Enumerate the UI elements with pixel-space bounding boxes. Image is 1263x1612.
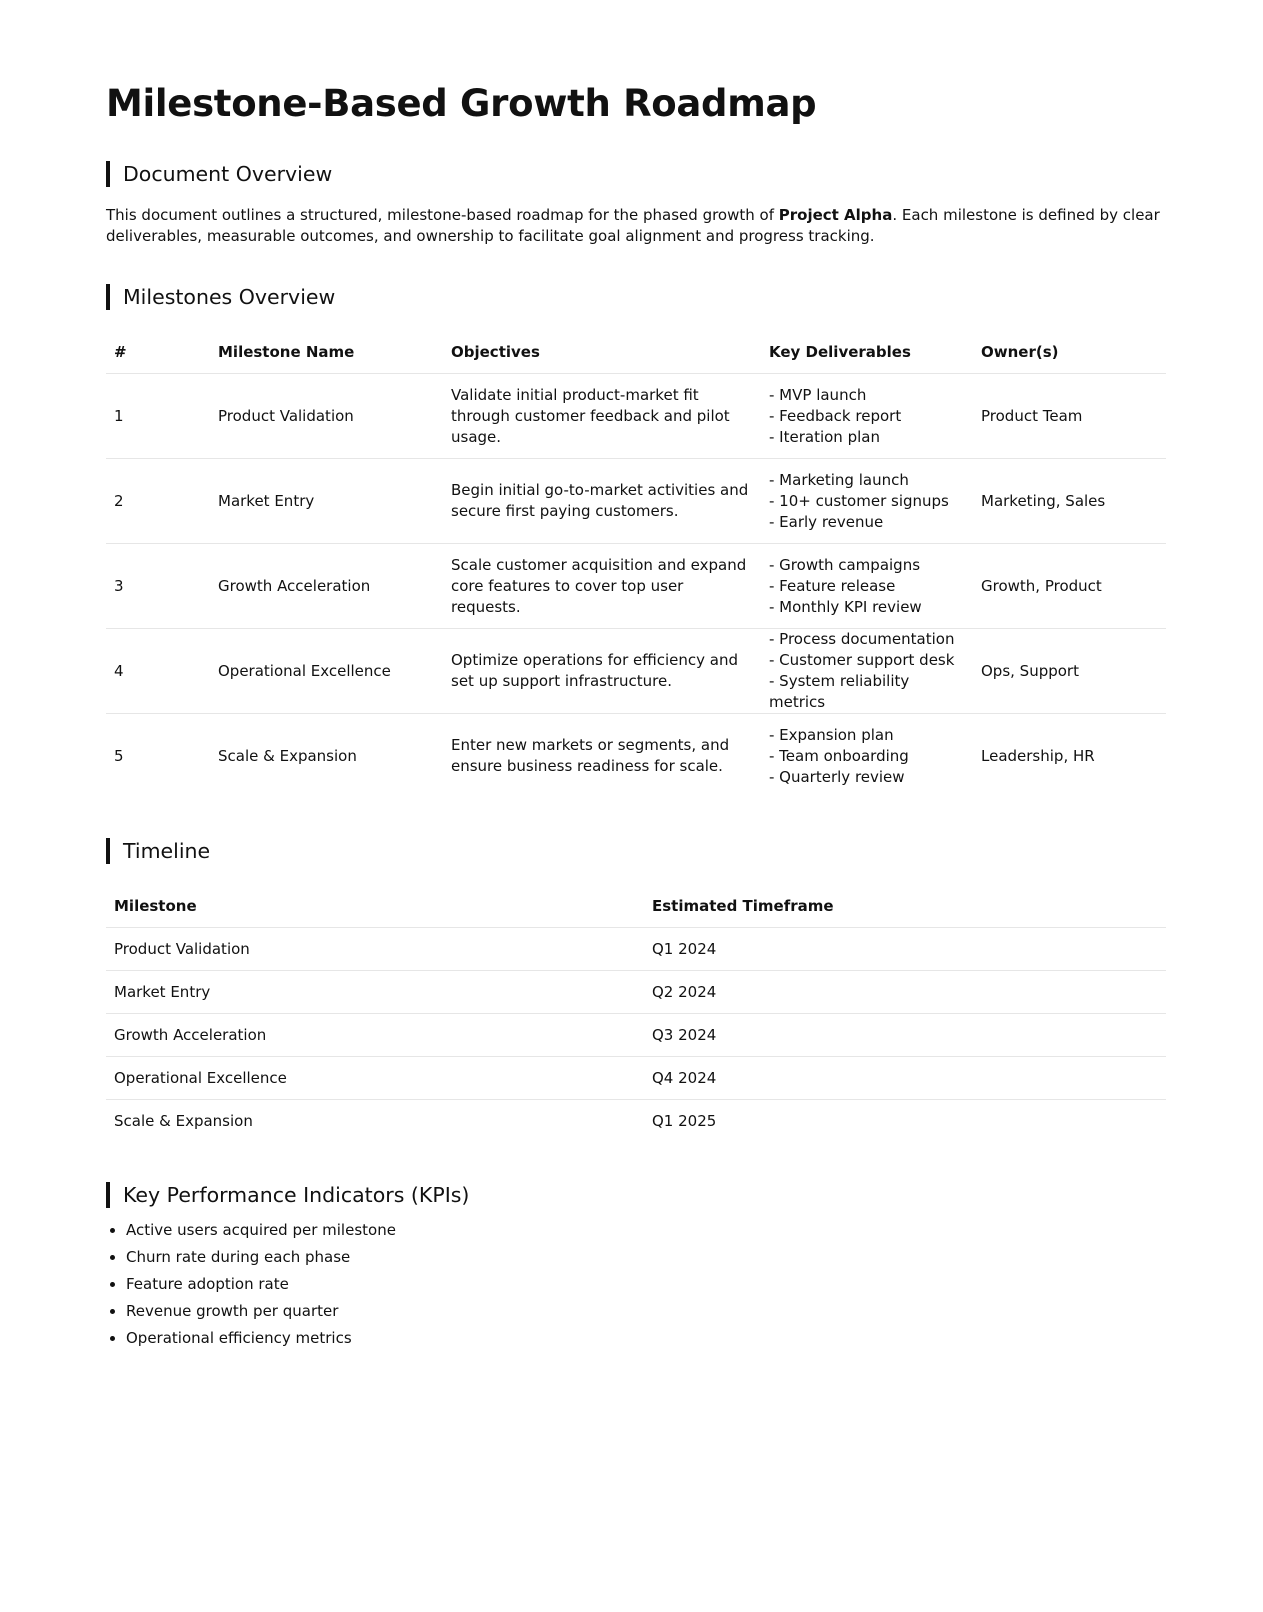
milestone-name: Product Validation bbox=[210, 374, 443, 459]
timeline-table bbox=[106, 885, 1166, 1142]
milestone-owners: Product Team bbox=[973, 374, 1166, 459]
column-header-objectives: Objectives bbox=[443, 331, 761, 374]
overview-text-start: This document outlines a structured, milestone-based roadmap for the phased growth of bbox=[106, 206, 779, 224]
table-row bbox=[106, 1057, 1166, 1100]
column-header-number: # bbox=[106, 331, 210, 374]
column-header-milestone-name: Milestone Name bbox=[210, 331, 443, 374]
section-heading-milestones: Milestones Overview bbox=[106, 284, 1166, 310]
milestone-objective: Optimize operations for efficiency and set up support infrastructure. bbox=[443, 629, 761, 714]
table-row bbox=[106, 459, 1166, 544]
milestone-owners: Marketing, Sales bbox=[973, 459, 1166, 544]
milestones-table bbox=[106, 331, 1166, 798]
table-row bbox=[106, 1100, 1166, 1143]
deliverable-item: - Quarterly review bbox=[769, 767, 905, 786]
milestone-name: Growth Acceleration bbox=[210, 544, 443, 629]
deliverable-item: - Marketing launch bbox=[769, 470, 909, 489]
milestone-objective: Scale customer acquisition and expand core features to cover top user requests. bbox=[443, 544, 761, 629]
deliverable-item: - Process documentation bbox=[769, 630, 955, 648]
milestone-number: 1 bbox=[106, 374, 210, 459]
milestone-number: 4 bbox=[106, 629, 210, 714]
deliverable-item: - MVP launch bbox=[769, 385, 867, 404]
list-item: • Operational efficiency metrics bbox=[126, 1325, 1166, 1352]
milestone-owners: Leadership, HR bbox=[981, 746, 1095, 765]
milestone-deliverables bbox=[761, 374, 973, 459]
milestone-objective: Enter new markets or segments, and ensure business readiness for scale. bbox=[451, 736, 730, 775]
overview-text-end: . Each milestone is defined by clear deliverables, measurable outcomes, and ownership to facilitate goal alignment and progress tracking. bbox=[106, 206, 1160, 245]
list-item: • Feature adoption rate bbox=[126, 1271, 1166, 1298]
deliverable-item: - Early revenue bbox=[769, 512, 884, 531]
table-row bbox=[106, 374, 1166, 459]
list-item: • Churn rate during each phase bbox=[126, 1244, 1166, 1271]
timeline-milestone: Scale & Expansion bbox=[114, 1111, 253, 1130]
timeline-timeframe: Q3 2024 bbox=[644, 1014, 1166, 1057]
deliverable-item: - Feature release bbox=[769, 576, 896, 595]
table-row bbox=[106, 714, 1166, 799]
milestone-number: 5 bbox=[114, 746, 124, 765]
milestone-deliverables bbox=[761, 629, 973, 714]
timeline-milestone: Growth Acceleration bbox=[106, 1014, 644, 1057]
column-header-timeframe: Estimated Timeframe bbox=[644, 885, 1166, 928]
milestone-deliverables bbox=[761, 459, 973, 544]
table-row bbox=[106, 629, 1166, 714]
column-header-owners: Owner(s) bbox=[973, 331, 1166, 374]
milestones-header-row bbox=[106, 331, 1166, 374]
table-row bbox=[106, 544, 1166, 629]
list-item: • Active users acquired per milestone bbox=[126, 1217, 1166, 1244]
timeline-timeframe: Q1 2025 bbox=[652, 1111, 717, 1130]
milestone-objective: Validate initial product-market fit through customer feedback and pilot usage. bbox=[443, 374, 761, 459]
list-item: • Revenue growth per quarter bbox=[126, 1298, 1166, 1325]
table-row bbox=[106, 971, 1166, 1014]
deliverable-item: - Iteration plan bbox=[769, 427, 880, 446]
milestone-name: Market Entry bbox=[210, 459, 443, 544]
timeline-milestone: Product Validation bbox=[106, 928, 644, 971]
deliverable-item: - Customer support desk bbox=[769, 651, 955, 669]
timeline-timeframe: Q1 2024 bbox=[644, 928, 1166, 971]
section-heading-kpis: Key Performance Indicators (KPIs) bbox=[106, 1182, 1166, 1208]
milestone-owners: Growth, Product bbox=[973, 544, 1166, 629]
timeline-header-row bbox=[106, 885, 1166, 928]
milestone-objective: Begin initial go-to-market activities and secure first paying customers. bbox=[443, 459, 761, 544]
timeline-milestone: Operational Excellence bbox=[106, 1057, 644, 1100]
timeline-timeframe: Q4 2024 bbox=[644, 1057, 1166, 1100]
milestone-deliverables bbox=[761, 714, 973, 799]
column-header-key-deliverables: Key Deliverables bbox=[761, 331, 973, 374]
section-heading-timeline: Timeline bbox=[106, 838, 1166, 864]
page-title: Milestone-Based Growth Roadmap bbox=[106, 82, 817, 125]
table-row bbox=[106, 1014, 1166, 1057]
deliverable-item: - Expansion plan bbox=[769, 725, 894, 744]
column-header-milestone: Milestone bbox=[106, 885, 644, 928]
timeline-timeframe: Q2 2024 bbox=[644, 971, 1166, 1014]
milestone-name: Scale & Expansion bbox=[218, 746, 357, 765]
milestone-deliverables bbox=[761, 544, 973, 629]
milestone-number: 3 bbox=[106, 544, 210, 629]
table-row bbox=[106, 928, 1166, 971]
project-name: Project Alpha bbox=[778, 206, 893, 224]
milestone-number: 2 bbox=[106, 459, 210, 544]
milestone-name: Operational Excellence bbox=[210, 629, 443, 714]
deliverable-item: - Monthly KPI review bbox=[769, 597, 922, 616]
deliverable-item: - System reliability metrics bbox=[769, 672, 910, 711]
section-heading-overview: Document Overview bbox=[106, 161, 1166, 187]
deliverable-item: - Growth campaigns bbox=[769, 555, 921, 574]
deliverable-item: - Feedback report bbox=[769, 406, 902, 425]
overview-paragraph bbox=[106, 205, 1166, 247]
kpi-list bbox=[106, 1217, 1166, 1352]
milestone-owners: Ops, Support bbox=[973, 629, 1166, 714]
deliverable-item: - 10+ customer signups bbox=[769, 491, 949, 510]
deliverable-item: - Team onboarding bbox=[769, 746, 909, 765]
timeline-milestone: Market Entry bbox=[106, 971, 644, 1014]
